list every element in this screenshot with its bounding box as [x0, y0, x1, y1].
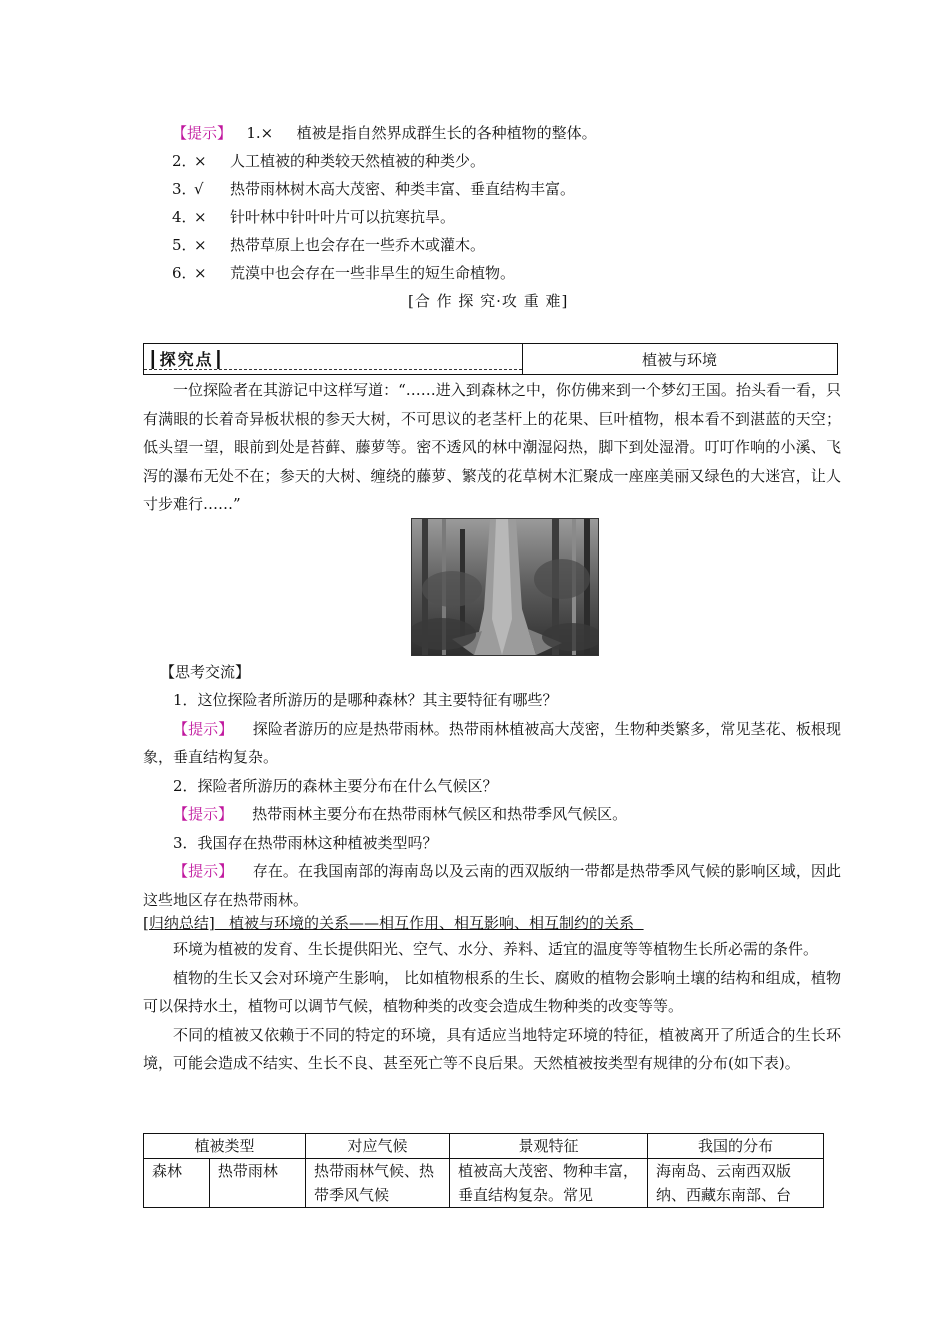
question-2: 2．探险者所游历的森林主要分布在什么气候区？	[173, 776, 498, 795]
think-heading: 【思考交流】	[160, 663, 251, 681]
answer-line-6	[172, 263, 515, 283]
paragraph-3: 不同的植被又依赖于不同的特定的环境，具有适应当地特定环境的特征，植被离开了所适合的生长环境，可能会造成不结实、生长不良、甚至死亡等不良后果。天然植被按类型有规律的分布(如下表)。	[143, 1025, 841, 1072]
answer-number: 1.	[246, 124, 261, 142]
answer-text: 针叶林中针叶叶片可以抗寒抗旱。	[230, 208, 456, 226]
cell-type: 热带雨林	[209, 1159, 305, 1208]
answer-mark: ×	[260, 124, 274, 142]
section-heading: [合 作 探 究·攻 重 难]	[408, 292, 569, 310]
answer-mark: √	[194, 180, 204, 198]
rainforest-image	[412, 519, 598, 655]
hint-label: 【提示】	[173, 805, 234, 823]
topic-banner	[143, 343, 838, 375]
answer-number: 5．	[172, 236, 197, 254]
table-row	[144, 1159, 824, 1208]
banner-label: ┃探究点┃	[148, 350, 226, 369]
question-1: 1．这位探险者所游历的是哪种森林？其主要特征有哪些？	[173, 691, 558, 709]
intro-paragraph	[143, 376, 841, 519]
vegetation-table	[143, 1133, 824, 1208]
intro-text: 一位探险者在其游记中这样写道：“……进入到森林之中，你仿佛来到一个梦幻王国。抬头看一看，只有满眼的长着奇异板状根的参天大树，不可思议的老茎杆上的花果、巨叶植物，根本看不到湛蓝的天空；低头望一望，眼前到处是苔藓、藤萝等。密不透风的林中潮湿闷热，脚下到处湿滑。叮叮作响的小溪、飞泻的瀑布无处不在；参天的大树、缠绕的藤萝、繁茂的花草树木汇聚成一座座美丽又绿色的大迷宫，让人寸步难行……”	[143, 381, 841, 513]
answer-line-1	[172, 123, 597, 143]
header-climate: 对应气候	[306, 1134, 450, 1159]
answer-number: 4．	[172, 208, 197, 226]
answer-line-3	[172, 179, 575, 199]
header-feature: 景观特征	[450, 1134, 648, 1159]
banner-dashed-rule	[144, 369, 522, 370]
rainforest-photo	[411, 518, 599, 656]
answer-text: 荒漠中也会存在一些非旱生的短生命植物。	[230, 264, 516, 282]
answer-2	[143, 800, 841, 829]
table-header-row	[144, 1134, 824, 1159]
hint-label: 【提示】	[173, 862, 234, 880]
answer-3	[143, 857, 841, 914]
banner-title: 植被与环境	[641, 351, 717, 369]
answer-text: 植被是指自然界成群生长的各种植物的整体。	[296, 124, 597, 142]
hint-label: 【提示】	[173, 719, 234, 738]
answer-line-2	[172, 151, 485, 171]
answer-mark: ×	[194, 236, 207, 254]
answer-number: 2．	[172, 152, 197, 170]
answer-3-text: 存在。在我国南部的海南岛以及云南的西双版纳一带都是热带季风气候的影响区域，因此这些地区存在热带雨林。	[143, 862, 841, 909]
answer-mark: ×	[194, 152, 207, 170]
answer-mark: ×	[194, 264, 207, 282]
paragraph-2: 植物的生长又会对环境产生影响， 比如植物根系的生长、腐败的植物会影响土壤的结构和组成，植物可以保持水土，植物可以调节气候，植物种类的改变会造成生物种类的改变等等。	[143, 968, 841, 1015]
header-distribution: 我国的分布	[648, 1134, 824, 1159]
answer-text: 热带草原上也会存在一些乔木或灌木。	[230, 236, 486, 254]
answer-line-5	[172, 235, 485, 255]
answer-1	[143, 715, 841, 772]
paragraph-1: 环境为植被的发育、生长提供阳光、空气、水分、养料、适宜的温度等等植物生长所必需的条件。	[173, 940, 819, 958]
answer-2-text: 热带雨林主要分布在热带雨林气候区和热带季风气候区。	[252, 805, 628, 823]
summary-text: 植被与环境的关系——相互作用、相互影响、相互制约的关系	[229, 914, 635, 932]
cell-climate: 热带雨林气候、热带季风气候	[306, 1159, 450, 1208]
answer-1-text: 探险者游历的应是热带雨林。热带雨林植被高大茂密，生物种类繁多，常见茎花、板根现象，垂直结构复杂。	[143, 719, 841, 766]
answer-mark: ×	[194, 208, 207, 226]
banner-label-box	[144, 344, 522, 374]
cell-distribution: 海南岛、云南西双版纳、西藏东南部、台	[648, 1159, 824, 1208]
header-type: 植被类型	[144, 1134, 306, 1159]
cell-group: 森林	[144, 1159, 210, 1208]
hint-label: 【提示】	[172, 124, 233, 142]
question-3: 3．我国存在热带雨林这种植被类型吗？	[173, 833, 438, 852]
summary-label: [归纳总结]	[143, 914, 215, 932]
qa-block	[143, 686, 841, 914]
answer-line-4	[172, 207, 455, 227]
answer-number: 6．	[172, 264, 197, 282]
body-paragraphs	[143, 935, 841, 1078]
summary-line	[143, 913, 644, 933]
answer-number: 3．	[172, 180, 197, 198]
answer-text: 热带雨林树木高大茂密、种类丰富、垂直结构丰富。	[230, 180, 576, 198]
answer-text: 人工植被的种类较天然植被的种类少。	[230, 152, 486, 170]
cell-feature: 植被高大茂密、物种丰富，垂直结构复杂。常见	[450, 1159, 648, 1208]
